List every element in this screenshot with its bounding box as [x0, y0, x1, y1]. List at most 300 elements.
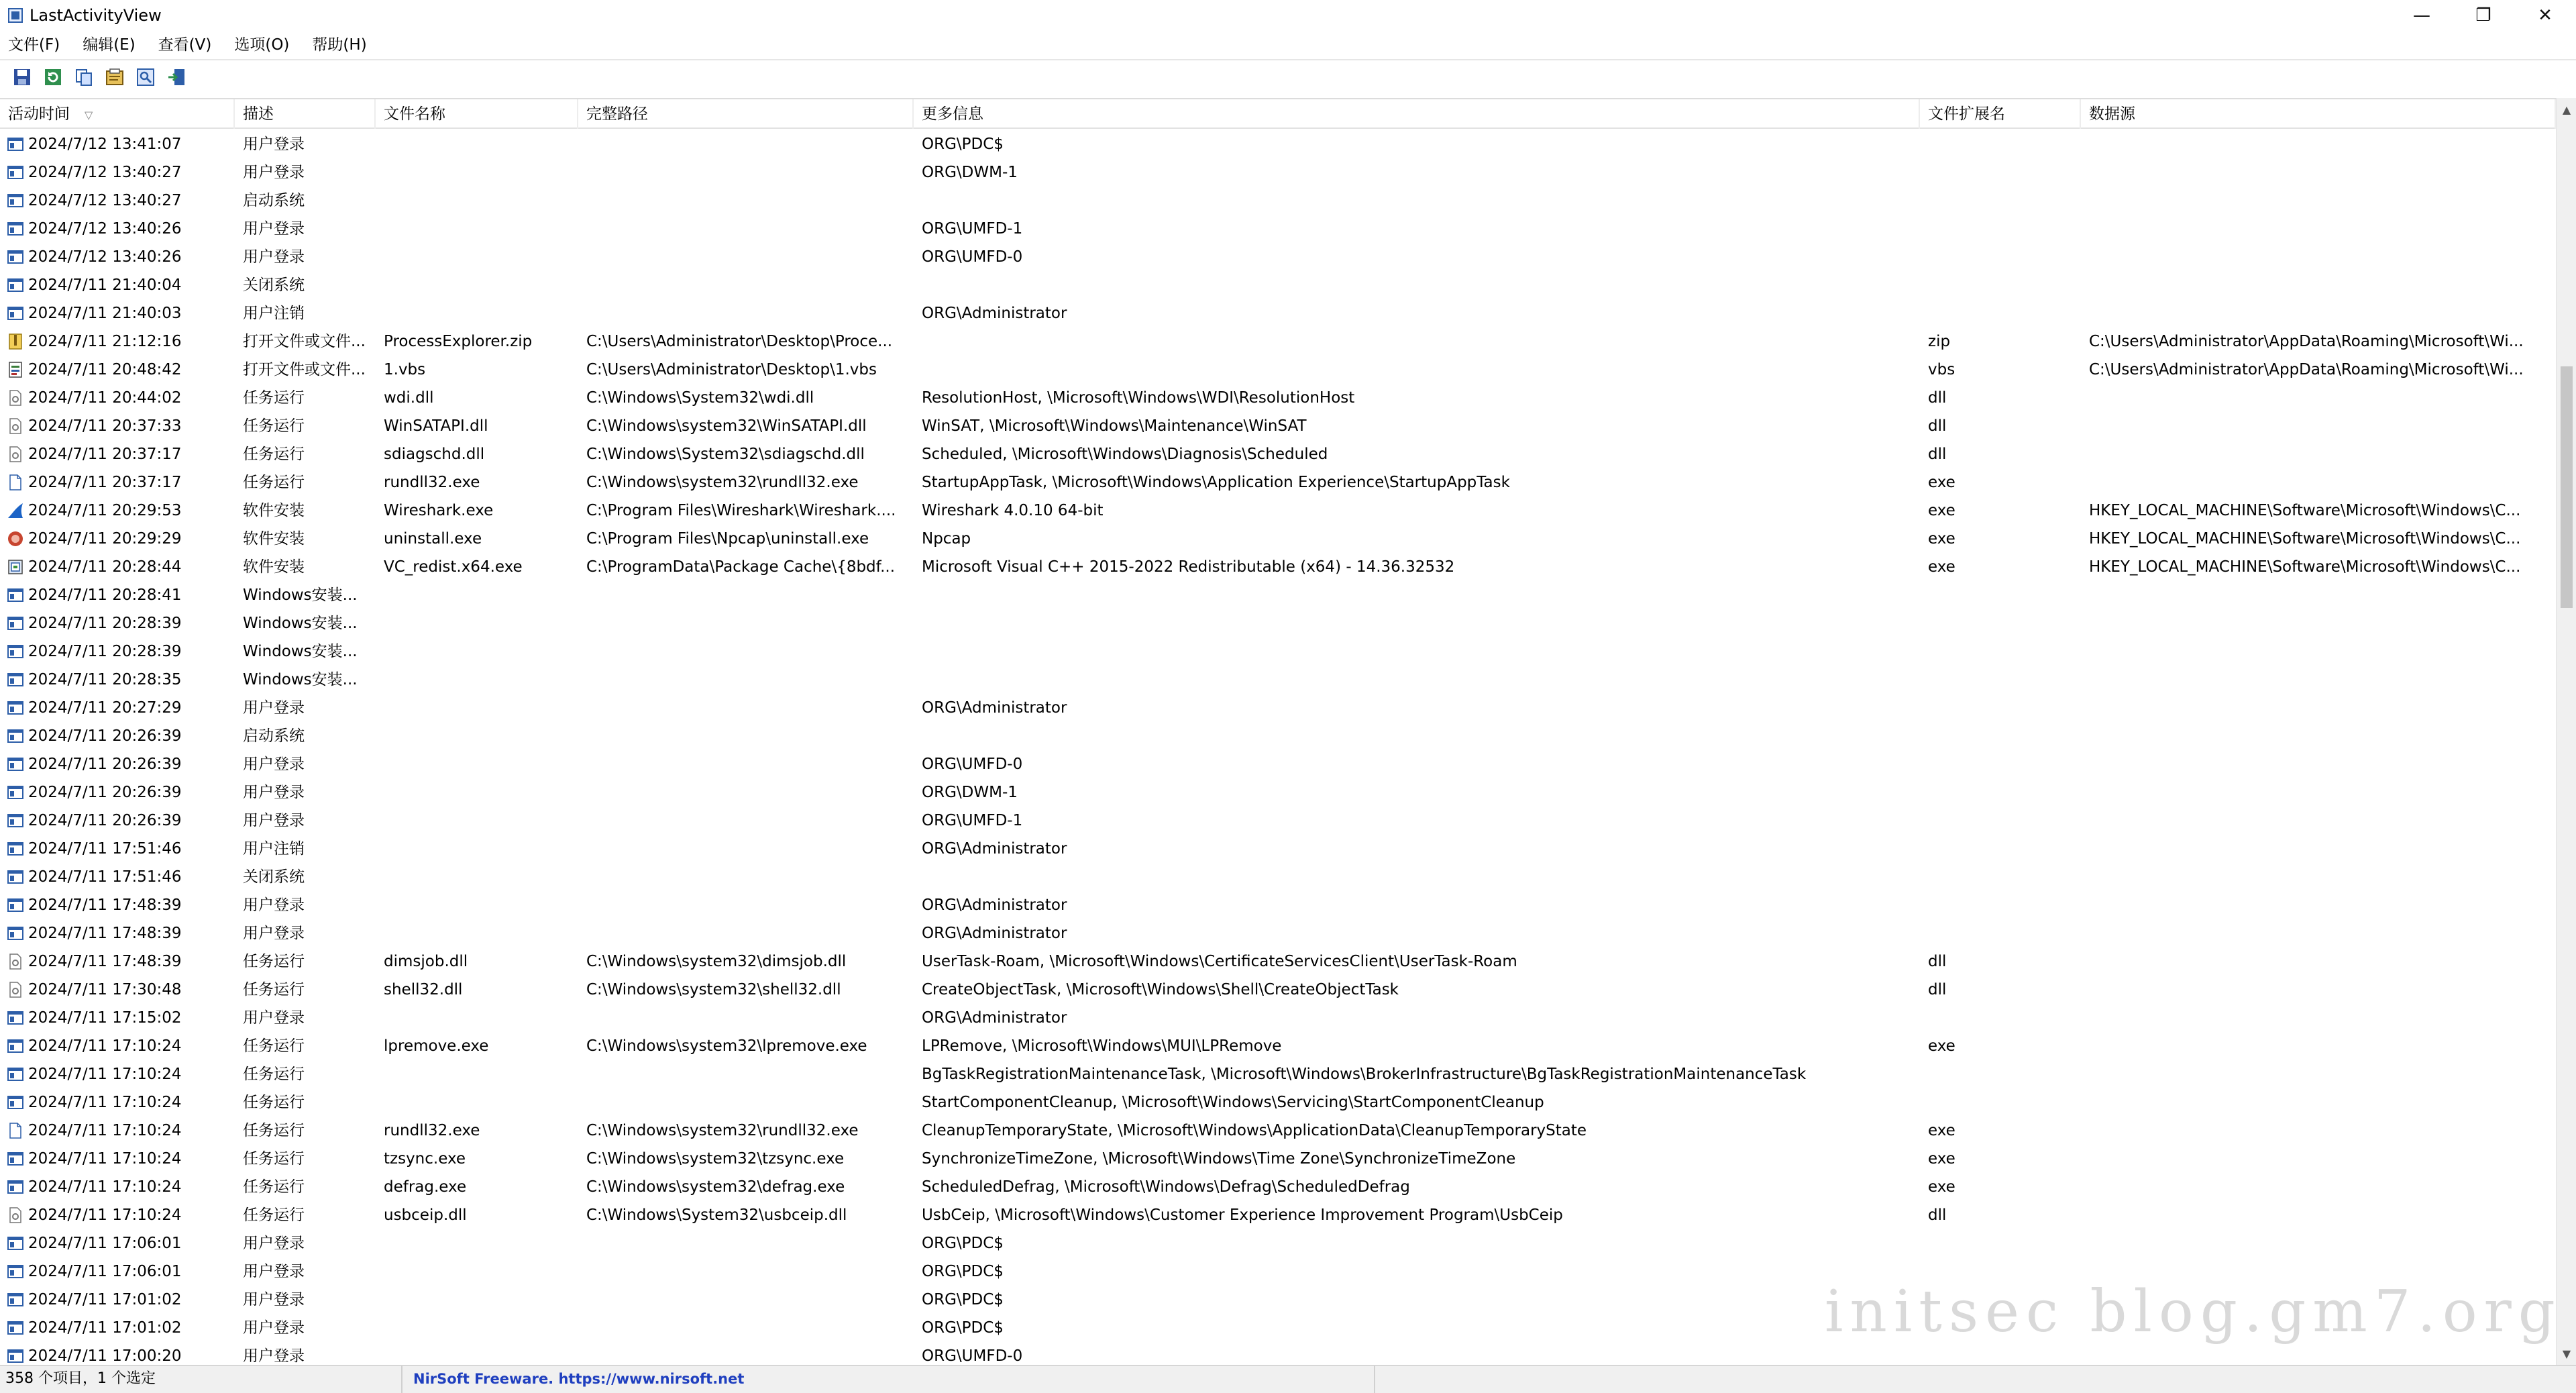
- scroll-down-icon[interactable]: ▼: [2562, 1347, 2571, 1360]
- row-activity-time: [0, 1257, 235, 1286]
- row-fullpath: C:\Users\Administrator\Desktop\Proce...: [586, 333, 893, 350]
- row-moreinfo: [914, 666, 1920, 694]
- row-time-text: 2024/7/11 17:10:24: [28, 1206, 182, 1224]
- row-time-text: 2024/7/11 20:26:39: [28, 812, 182, 829]
- row-moreinfo: StartupAppTask, \Microsoft\Windows\Application Experience\StartupAppTask: [922, 474, 1510, 491]
- row-time-text: 2024/7/11 17:06:01: [28, 1263, 182, 1280]
- row-filename: ProcessExplorer.zip: [384, 333, 533, 350]
- table-row[interactable]: [0, 919, 2556, 947]
- row-description: 软件安装: [243, 502, 305, 519]
- row-fullpath: [578, 1257, 914, 1286]
- row-moreinfo: [914, 271, 1920, 299]
- row-fullpath: C:\Windows\System32\usbceip.dll: [586, 1206, 847, 1224]
- row-moreinfo: ORG\PDC$: [922, 136, 1004, 153]
- window-icon: [7, 1009, 24, 1027]
- row-datasource: [2081, 440, 2556, 468]
- row-description: Windows安装...: [243, 615, 358, 632]
- row-datasource: [2081, 778, 2556, 807]
- exit-icon: [166, 67, 186, 87]
- table-row[interactable]: [0, 158, 2556, 187]
- row-fullpath: [578, 1314, 914, 1342]
- row-datasource: [2081, 891, 2556, 919]
- row-filename: defrag.exe: [384, 1178, 467, 1196]
- row-description: 任务运行: [243, 953, 305, 970]
- row-activity-time: [0, 271, 235, 299]
- row-description: 任务运行: [243, 474, 305, 491]
- scroll-thumb[interactable]: [2561, 366, 2573, 608]
- row-filename: [376, 215, 578, 243]
- row-fullpath: [578, 271, 914, 299]
- row-time-text: 2024/7/12 13:41:07: [28, 136, 182, 153]
- row-fullpath: C:\Windows\System32\wdi.dll: [586, 389, 814, 407]
- column-header-fullpath[interactable]: 完整路径: [578, 99, 914, 129]
- row-datasource: [2081, 666, 2556, 694]
- minimize-button[interactable]: —: [2413, 5, 2430, 25]
- row-time-text: 2024/7/11 17:30:48: [28, 981, 182, 998]
- window-icon: [7, 896, 24, 914]
- copy-button[interactable]: [72, 66, 95, 89]
- table-row[interactable]: [0, 1060, 2556, 1088]
- row-filename: [376, 1088, 578, 1117]
- row-activity-time: [0, 750, 235, 778]
- row-filename: usbceip.dll: [384, 1206, 467, 1224]
- row-time-text: 2024/7/11 20:28:41: [28, 586, 182, 604]
- app-icon: [8, 8, 23, 23]
- row-description: 用户登录: [243, 896, 305, 914]
- row-fullpath: [578, 1088, 914, 1117]
- shark-icon: [7, 502, 24, 519]
- zip-icon: [7, 333, 24, 350]
- vertical-scrollbar[interactable]: [2556, 98, 2576, 1365]
- row-activity-time: [0, 976, 235, 1004]
- row-extension: [1920, 243, 2081, 271]
- row-activity-time: [0, 215, 235, 243]
- row-filename: lpremove.exe: [384, 1037, 489, 1055]
- table-row[interactable]: [0, 356, 2556, 384]
- row-datasource: [2081, 1201, 2556, 1229]
- table-row[interactable]: [0, 553, 2556, 581]
- window-icon: [7, 840, 24, 858]
- table-row[interactable]: [0, 581, 2556, 609]
- row-time-text: 2024/7/11 20:37:17: [28, 474, 182, 491]
- row-time-text: 2024/7/11 17:51:46: [28, 840, 182, 858]
- row-fullpath: [578, 243, 914, 271]
- row-moreinfo: CleanupTemporaryState, \Microsoft\Windows\ApplicationData\CleanupTemporaryState: [922, 1122, 1587, 1139]
- row-filename: [376, 637, 578, 666]
- row-time-text: 2024/7/11 17:51:46: [28, 868, 182, 886]
- row-activity-time: [0, 158, 235, 187]
- table-row[interactable]: [0, 497, 2556, 525]
- row-filename: rundll32.exe: [384, 474, 480, 491]
- row-activity-time: [0, 412, 235, 440]
- row-datasource: [2081, 384, 2556, 412]
- window-controls: [2391, 0, 2576, 30]
- window-icon: [7, 248, 24, 266]
- row-datasource: [2081, 130, 2556, 158]
- row-datasource: HKEY_LOCAL_MACHINE\Software\Microsoft\Windows\C...: [2089, 558, 2521, 576]
- row-time-text: 2024/7/11 17:10:24: [28, 1150, 182, 1168]
- row-datasource: [2081, 835, 2556, 863]
- row-datasource: [2081, 1088, 2556, 1117]
- table-row[interactable]: [0, 835, 2556, 863]
- refresh-button[interactable]: [42, 66, 64, 89]
- row-description: 用户登录: [243, 136, 305, 153]
- row-filename: shell32.dll: [384, 981, 463, 998]
- row-activity-time: [0, 835, 235, 863]
- row-description: 软件安装: [243, 530, 305, 548]
- row-fullpath: [578, 891, 914, 919]
- table-row[interactable]: [0, 1173, 2556, 1201]
- row-datasource: [2081, 1342, 2556, 1365]
- table-row[interactable]: [0, 637, 2556, 666]
- row-datasource: [2081, 299, 2556, 327]
- row-activity-time: [0, 1229, 235, 1257]
- row-extension: [1920, 835, 2081, 863]
- table-row[interactable]: [0, 976, 2556, 1004]
- column-header-desc[interactable]: 描述: [235, 99, 376, 129]
- row-time-text: 2024/7/11 20:37:17: [28, 446, 182, 463]
- row-description: 用户登录: [243, 1009, 305, 1027]
- row-activity-time: [0, 863, 235, 891]
- row-time-text: 2024/7/11 20:27:29: [28, 699, 182, 717]
- menu-edit[interactable]: 编辑(E): [83, 36, 136, 54]
- row-fullpath: C:\Users\Administrator\Desktop\1.vbs: [586, 361, 877, 378]
- menu-file[interactable]: 文件(F): [8, 36, 60, 54]
- row-time-text: 2024/7/11 20:28:35: [28, 671, 182, 688]
- row-description: 用户登录: [243, 164, 305, 181]
- row-fullpath: C:\Windows\system32\lpremove.exe: [586, 1037, 867, 1055]
- row-fullpath: [578, 1286, 914, 1314]
- window-icon: [7, 784, 24, 801]
- row-datasource: [2081, 1173, 2556, 1201]
- copy-icon: [74, 67, 94, 87]
- row-datasource: [2081, 1145, 2556, 1173]
- table-row[interactable]: [0, 1229, 2556, 1257]
- row-description: 启动系统: [243, 192, 305, 209]
- activity-list[interactable]: [0, 98, 2576, 1365]
- exit-button[interactable]: [165, 66, 188, 89]
- row-activity-time: [0, 637, 235, 666]
- row-description: 用户登录: [243, 699, 305, 717]
- row-datasource: [2081, 609, 2556, 637]
- row-extension: dll: [1928, 981, 1947, 998]
- row-fullpath: [578, 1004, 914, 1032]
- row-filename: [376, 666, 578, 694]
- row-filename: [376, 807, 578, 835]
- row-time-text: 2024/7/11 17:06:01: [28, 1235, 182, 1252]
- row-filename: [376, 581, 578, 609]
- table-row[interactable]: [0, 130, 2556, 158]
- row-moreinfo: Wireshark 4.0.10 64-bit: [922, 502, 1104, 519]
- row-datasource: [2081, 158, 2556, 187]
- table-row[interactable]: [0, 243, 2556, 271]
- row-datasource: [2081, 694, 2556, 722]
- row-moreinfo: ORG\DWM-1: [922, 784, 1018, 801]
- item-count: 358 个项目，1 个选定: [0, 1365, 402, 1393]
- row-time-text: 2024/7/12 13:40:26: [28, 220, 182, 238]
- window-icon: [7, 1263, 24, 1280]
- row-activity-time: [0, 299, 235, 327]
- table-row[interactable]: [0, 1201, 2556, 1229]
- row-filename: VC_redist.x64.exe: [384, 558, 523, 576]
- row-description: 启动系统: [243, 727, 305, 745]
- table-row[interactable]: [0, 1342, 2556, 1365]
- table-row[interactable]: [0, 722, 2556, 750]
- row-datasource: HKEY_LOCAL_MACHINE\Software\Microsoft\Windows\C...: [2089, 502, 2521, 519]
- window-icon: [7, 1291, 24, 1308]
- window-icon: [7, 615, 24, 632]
- row-moreinfo: ORG\PDC$: [922, 1263, 1004, 1280]
- row-filename: [376, 243, 578, 271]
- row-filename: rundll32.exe: [384, 1122, 480, 1139]
- row-moreinfo: ORG\UMFD-0: [922, 756, 1023, 773]
- row-filename: [376, 130, 578, 158]
- row-fullpath: C:\Windows\system32\rundll32.exe: [586, 1122, 859, 1139]
- row-time-text: 2024/7/11 17:48:39: [28, 896, 182, 914]
- title-bar: [0, 0, 2576, 30]
- row-extension: [1920, 299, 2081, 327]
- row-datasource: [2081, 412, 2556, 440]
- row-extension: [1920, 919, 2081, 947]
- row-fullpath: [578, 158, 914, 187]
- table-row[interactable]: [0, 1088, 2556, 1117]
- row-fullpath: C:\Windows\System32\sdiagschd.dll: [586, 446, 865, 463]
- table-row[interactable]: [0, 299, 2556, 327]
- nirsoft-link[interactable]: NirSoft Freeware. https://www.nirsoft.net: [402, 1365, 1375, 1393]
- row-moreinfo: [914, 609, 1920, 637]
- table-row[interactable]: [0, 384, 2556, 412]
- row-description: 任务运行: [243, 417, 305, 435]
- row-moreinfo: ORG\Administrator: [922, 840, 1067, 858]
- row-extension: [1920, 581, 2081, 609]
- close-button[interactable]: ✕: [2538, 5, 2553, 25]
- row-extension: dll: [1928, 1206, 1947, 1224]
- row-fullpath: C:\ProgramData\Package Cache\{8bdf...: [586, 558, 896, 576]
- row-fullpath: [578, 637, 914, 666]
- row-activity-time: [0, 778, 235, 807]
- row-description: 关闭系统: [243, 276, 305, 294]
- row-filename: uninstall.exe: [384, 530, 482, 548]
- table-row[interactable]: [0, 215, 2556, 243]
- window-icon: [7, 164, 24, 181]
- list-header: [0, 99, 2556, 129]
- row-activity-time: [0, 1201, 235, 1229]
- row-description: Windows安装...: [243, 586, 358, 604]
- row-activity-time: [0, 722, 235, 750]
- properties-button[interactable]: [103, 66, 126, 89]
- row-description: 打开文件或文件...: [243, 361, 366, 378]
- row-moreinfo: Npcap: [922, 530, 971, 548]
- menu-help[interactable]: 帮助(H): [312, 36, 367, 54]
- row-extension: [1920, 1004, 2081, 1032]
- table-row[interactable]: [0, 666, 2556, 694]
- table-row[interactable]: [0, 947, 2556, 976]
- table-row[interactable]: [0, 778, 2556, 807]
- row-time-text: 2024/7/11 20:28:39: [28, 615, 182, 632]
- window-icon: [7, 812, 24, 829]
- table-row[interactable]: [0, 525, 2556, 553]
- table-row[interactable]: [0, 187, 2556, 215]
- row-moreinfo: ResolutionHost, \Microsoft\Windows\WDI\ResolutionHost: [922, 389, 1355, 407]
- column-header-filename[interactable]: 文件名称: [376, 99, 578, 129]
- table-row[interactable]: [0, 440, 2556, 468]
- window-icon: [7, 192, 24, 209]
- row-datasource: [2081, 1004, 2556, 1032]
- row-filename: [376, 1257, 578, 1286]
- row-filename: [376, 835, 578, 863]
- row-datasource: [2081, 750, 2556, 778]
- table-row[interactable]: [0, 327, 2556, 356]
- row-description: 用户登录: [243, 784, 305, 801]
- row-description: 用户登录: [243, 1263, 305, 1280]
- row-extension: exe: [1928, 530, 1955, 548]
- row-activity-time: [0, 666, 235, 694]
- row-extension: zip: [1928, 333, 1951, 350]
- row-extension: [1920, 807, 2081, 835]
- row-moreinfo: [914, 637, 1920, 666]
- row-extension: [1920, 1060, 2081, 1088]
- table-row[interactable]: [0, 1117, 2556, 1145]
- table-row[interactable]: [0, 1145, 2556, 1173]
- table-row[interactable]: [0, 468, 2556, 497]
- row-activity-time: [0, 919, 235, 947]
- window-icon: [7, 1066, 24, 1083]
- row-time-text: 2024/7/11 21:40:04: [28, 276, 182, 294]
- row-fullpath: [578, 1229, 914, 1257]
- column-header-moreinfo[interactable]: 更多信息: [914, 99, 1920, 129]
- scroll-up-icon[interactable]: ▲: [2562, 103, 2571, 116]
- row-fullpath: [578, 722, 914, 750]
- window-icon: [7, 305, 24, 322]
- installer-icon: [7, 558, 24, 576]
- row-fullpath: [578, 299, 914, 327]
- window-icon: [7, 699, 24, 717]
- row-activity-time: [0, 1004, 235, 1032]
- table-row[interactable]: [0, 609, 2556, 637]
- row-extension: [1920, 637, 2081, 666]
- dll-icon: [7, 1206, 24, 1224]
- table-row[interactable]: [0, 807, 2556, 835]
- row-activity-time: [0, 1314, 235, 1342]
- menu-options[interactable]: 选项(O): [234, 36, 290, 54]
- row-fullpath: C:\Windows\system32\shell32.dll: [586, 981, 841, 998]
- list-rows: [0, 130, 2556, 1365]
- save-button[interactable]: [11, 66, 34, 89]
- row-datasource: [2081, 722, 2556, 750]
- window-icon: [7, 1178, 24, 1196]
- row-datasource: [2081, 468, 2556, 497]
- row-activity-time: [0, 1286, 235, 1314]
- row-extension: [1920, 891, 2081, 919]
- restore-button[interactable]: ❐: [2475, 5, 2491, 25]
- row-datasource: [2081, 807, 2556, 835]
- dll-icon: [7, 389, 24, 407]
- row-datasource: [2081, 1060, 2556, 1088]
- row-time-text: 2024/7/12 13:40:26: [28, 248, 182, 266]
- row-moreinfo: ORG\UMFD-0: [922, 248, 1023, 266]
- refresh-icon: [43, 67, 63, 87]
- row-description: 用户登录: [243, 248, 305, 266]
- window-icon: [7, 136, 24, 153]
- row-extension: [1920, 1342, 2081, 1365]
- row-time-text: 2024/7/11 17:48:39: [28, 925, 182, 942]
- row-description: 任务运行: [243, 1094, 305, 1111]
- table-row[interactable]: [0, 1032, 2556, 1060]
- row-activity-time: [0, 581, 235, 609]
- row-extension: [1920, 666, 2081, 694]
- sort-ascending-icon: ▽: [85, 109, 93, 121]
- row-fullpath: C:\Windows\system32\rundll32.exe: [586, 474, 859, 491]
- row-description: 用户登录: [243, 1347, 305, 1365]
- dll-icon: [7, 417, 24, 435]
- window-icon: [7, 1094, 24, 1111]
- table-row[interactable]: [0, 863, 2556, 891]
- row-moreinfo: ORG\Administrator: [922, 1009, 1067, 1027]
- find-button[interactable]: [134, 66, 157, 89]
- row-fullpath: C:\Windows\system32\WinSATAPI.dll: [586, 417, 867, 435]
- table-row[interactable]: [0, 1004, 2556, 1032]
- watermark: initsec blog.gm7.org: [1825, 1278, 2562, 1345]
- row-description: 任务运行: [243, 1122, 305, 1139]
- table-row[interactable]: [0, 750, 2556, 778]
- row-moreinfo: ORG\UMFD-1: [922, 220, 1023, 238]
- row-time-text: 2024/7/11 21:12:16: [28, 333, 182, 350]
- table-row[interactable]: [0, 412, 2556, 440]
- row-description: 任务运行: [243, 1206, 305, 1224]
- row-moreinfo: UsbCeip, \Microsoft\Windows\Customer Experience Improvement Program\UsbCeip: [922, 1206, 1563, 1224]
- row-time-text: 2024/7/11 20:28:44: [28, 558, 182, 576]
- row-datasource: [2081, 243, 2556, 271]
- row-description: 用户登录: [243, 1235, 305, 1252]
- row-time-text: 2024/7/11 20:29:53: [28, 502, 182, 519]
- row-description: 任务运行: [243, 1178, 305, 1196]
- row-fullpath: C:\Windows\system32\defrag.exe: [586, 1178, 845, 1196]
- row-filename: WinSATAPI.dll: [384, 417, 488, 435]
- column-header-datasource[interactable]: 数据源: [2081, 99, 2556, 129]
- window-icon: [7, 868, 24, 886]
- row-extension: [1920, 1229, 2081, 1257]
- row-filename: [376, 1314, 578, 1342]
- row-moreinfo: [914, 356, 1920, 384]
- row-moreinfo: ScheduledDefrag, \Microsoft\Windows\Defrag\ScheduledDefrag: [922, 1178, 1410, 1196]
- row-datasource: C:\Users\Administrator\AppData\Roaming\Microsoft\Wi...: [2089, 361, 2524, 378]
- row-moreinfo: LPRemove, \Microsoft\Windows\MUI\LPRemove: [922, 1037, 1282, 1055]
- row-filename: Wireshark.exe: [384, 502, 494, 519]
- row-moreinfo: ORG\PDC$: [922, 1319, 1004, 1337]
- row-description: 任务运行: [243, 981, 305, 998]
- table-row[interactable]: [0, 271, 2556, 299]
- row-filename: [376, 271, 578, 299]
- row-activity-time: [0, 807, 235, 835]
- row-activity-time: [0, 1173, 235, 1201]
- table-row[interactable]: [0, 694, 2556, 722]
- row-description: 用户登录: [243, 812, 305, 829]
- row-filename: [376, 299, 578, 327]
- row-time-text: 2024/7/11 17:10:24: [28, 1122, 182, 1139]
- menu-view[interactable]: 查看(V): [158, 36, 212, 54]
- table-row[interactable]: [0, 891, 2556, 919]
- row-description: 任务运行: [243, 446, 305, 463]
- column-header-extension[interactable]: 文件扩展名: [1920, 99, 2081, 129]
- row-fullpath: [578, 215, 914, 243]
- row-time-text: 2024/7/11 17:10:24: [28, 1178, 182, 1196]
- window-icon: [7, 643, 24, 660]
- properties-icon: [105, 67, 125, 87]
- row-extension: exe: [1928, 474, 1955, 491]
- row-activity-time: [0, 384, 235, 412]
- row-filename: [376, 1004, 578, 1032]
- column-header-time[interactable]: [0, 99, 235, 129]
